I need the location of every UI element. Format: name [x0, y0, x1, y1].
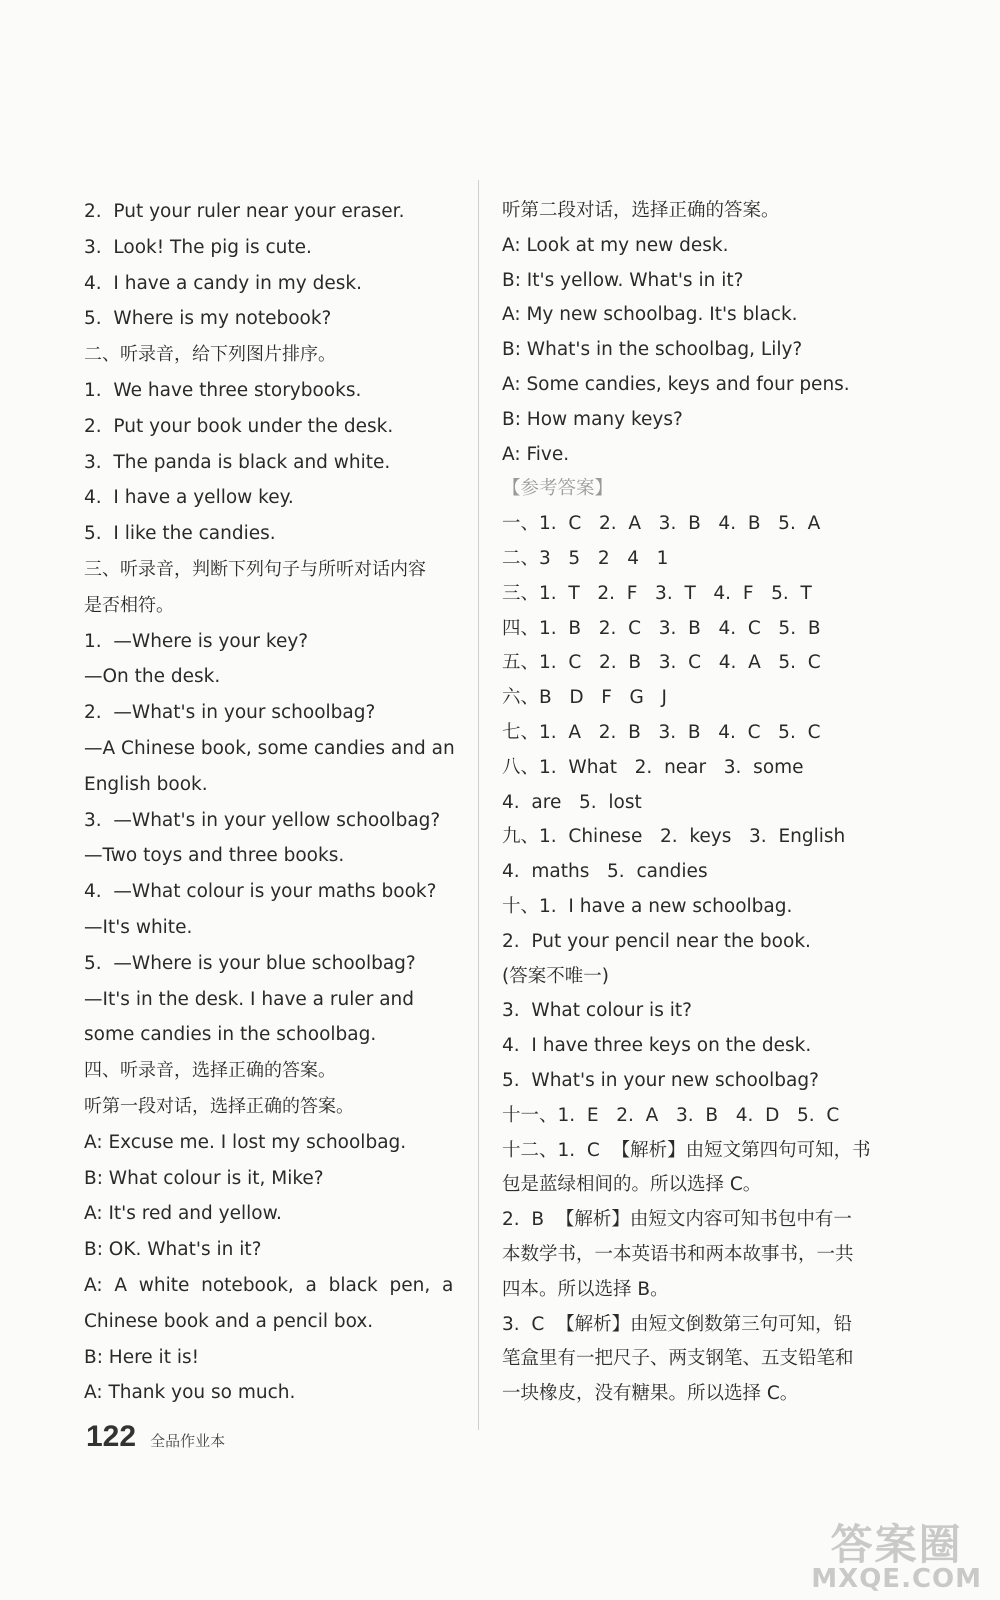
answer-explanation: 笔盒里有一把尺子、两支钢笔、五支铅笔和	[502, 1348, 854, 1370]
sub-heading: 听第二段对话，选择正确的答案。	[502, 200, 780, 221]
answer-line: 八、1. What 2. near 3. some	[502, 756, 804, 778]
text-line: A: Five.	[502, 443, 570, 465]
book-title: 全品作业本	[150, 1432, 226, 1450]
text-line: A: It's red and yellow.	[84, 1203, 282, 1225]
answer-line: 七、1. A 2. B 3. B 4. C 5. C	[502, 721, 821, 743]
answer-note: (答案不唯一)	[502, 965, 609, 987]
watermark	[811, 1520, 982, 1594]
answer-line: 五、1. C 2. B 3. C 4. A 5. C	[502, 652, 821, 674]
answer-line: 2. Put your pencil near the book.	[502, 930, 811, 952]
page-footer	[86, 1420, 225, 1454]
section-heading: 三、听录音，判断下列句子与所听对话内容	[84, 558, 426, 580]
right-column	[502, 194, 882, 1412]
text-line: B: It's yellow. What's in it?	[502, 269, 744, 291]
text-line: B: What's in the schoolbag, Lily?	[502, 339, 803, 361]
text-line: 5. Where is my notebook?	[84, 308, 332, 330]
text-line: Chinese book and a pencil box.	[84, 1310, 374, 1332]
answer-line: 四、1. B 2. C 3. B 4. C 5. B	[502, 617, 821, 639]
text-line: 3. The panda is black and white.	[84, 451, 391, 473]
answer-line: 3. What colour is it?	[502, 1000, 692, 1022]
answer-key-heading: 【参考答案】	[502, 478, 614, 500]
text-line: B: OK. What's in it?	[84, 1239, 262, 1261]
answer-line: 4. maths 5. candies	[502, 861, 708, 883]
text-line: 2. Put your book under the desk.	[84, 415, 394, 437]
text-line: 3. Look! The pig is cute.	[84, 236, 312, 258]
text-line: 4. I have a yellow key.	[84, 487, 294, 509]
section-heading-cont: 是否相符。	[84, 594, 174, 616]
answer-line: 二、3 5 2 4 1	[502, 547, 669, 569]
text-line: 4. —What colour is your maths book?	[84, 881, 437, 903]
text-line: 5. —Where is your blue schoolbag?	[84, 952, 416, 974]
answer-explanation: 2. B 【解析】由短文内容可知书包中有一	[502, 1209, 852, 1231]
text-line: B: What colour is it, Mike?	[84, 1167, 324, 1189]
text-line: some candies in the schoolbag.	[84, 1024, 377, 1046]
answer-explanation: 本数学书，一本英语书和两本故事书，一共	[502, 1243, 854, 1265]
page-number: 122	[86, 1420, 137, 1453]
answer-line: 一、1. C 2. A 3. B 4. B 5. A	[502, 513, 821, 535]
text-line: 5. I like the candies.	[84, 523, 276, 545]
text-line: 3. —What's in your yellow schoolbag?	[84, 809, 441, 831]
text-line: B: How many keys?	[502, 408, 683, 430]
answer-line: 十、1. I have a new schoolbag.	[502, 895, 793, 917]
text-line: English book.	[84, 773, 208, 795]
text-line: —A Chinese book, some candies and an	[84, 737, 455, 759]
text-line: —It's in the desk. I have a ruler and	[84, 988, 415, 1010]
text-line: —On the desk.	[84, 666, 221, 688]
left-column	[84, 194, 464, 1411]
text-line: 1. We have three storybooks.	[84, 379, 362, 401]
section-heading: 二、听录音，给下列图片排序。	[84, 344, 336, 366]
answer-explanation: 十二、1. C 【解析】由短文第四句可知，书	[502, 1139, 871, 1161]
sub-heading: 听第一段对话，选择正确的答案。	[84, 1095, 354, 1117]
answer-line: 九、1. Chinese 2. keys 3. English	[502, 826, 846, 848]
text-line: A: My new schoolbag. It's black.	[502, 304, 798, 326]
text-line: A: Excuse me. I lost my schoolbag.	[84, 1131, 407, 1153]
text-line: A: Some candies, keys and four pens.	[502, 373, 850, 395]
watermark-url: MXQE.COM	[811, 1564, 982, 1594]
answer-explanation: 3. C 【解析】由短文倒数第三句可知，铅	[502, 1313, 853, 1335]
answer-explanation: 包是蓝绿相间的。所以选择 C。	[502, 1174, 762, 1196]
text-line: 2. —What's in your schoolbag?	[84, 702, 376, 724]
answer-line: 六、B D F G J	[502, 687, 667, 709]
answer-explanation: 四本。所以选择 B。	[502, 1278, 669, 1300]
answer-line: 5. What's in your new schoolbag?	[502, 1069, 819, 1091]
answer-line: 三、1. T 2. F 3. T 4. F 5. T	[502, 582, 812, 604]
text-line: A: Thank you so much.	[84, 1382, 296, 1404]
text-line: A: Look at my new desk.	[502, 234, 729, 256]
text-line: B: Here it is!	[84, 1346, 200, 1368]
text-line: —It's white.	[84, 916, 193, 938]
answer-line: 4. are 5. lost	[502, 791, 642, 813]
text-line: —Two toys and three books.	[84, 845, 345, 867]
answer-line: 4. I have three keys on the desk.	[502, 1035, 812, 1057]
watermark-mark: 答案圈	[830, 1520, 963, 1569]
text-line: 2. Put your ruler near your eraser.	[84, 201, 405, 222]
text-line: A: A white notebook, a black pen, a	[84, 1274, 454, 1296]
answer-line: 十一、1. E 2. A 3. B 4. D 5. C	[502, 1104, 840, 1126]
answer-explanation: 一块橡皮，没有糖果。所以选择 C。	[502, 1383, 799, 1405]
section-heading: 四、听录音，选择正确的答案。	[84, 1060, 336, 1082]
text-line: 4. I have a candy in my desk.	[84, 272, 362, 294]
column-divider	[478, 180, 479, 1430]
text-line: 1. —Where is your key?	[84, 630, 309, 652]
